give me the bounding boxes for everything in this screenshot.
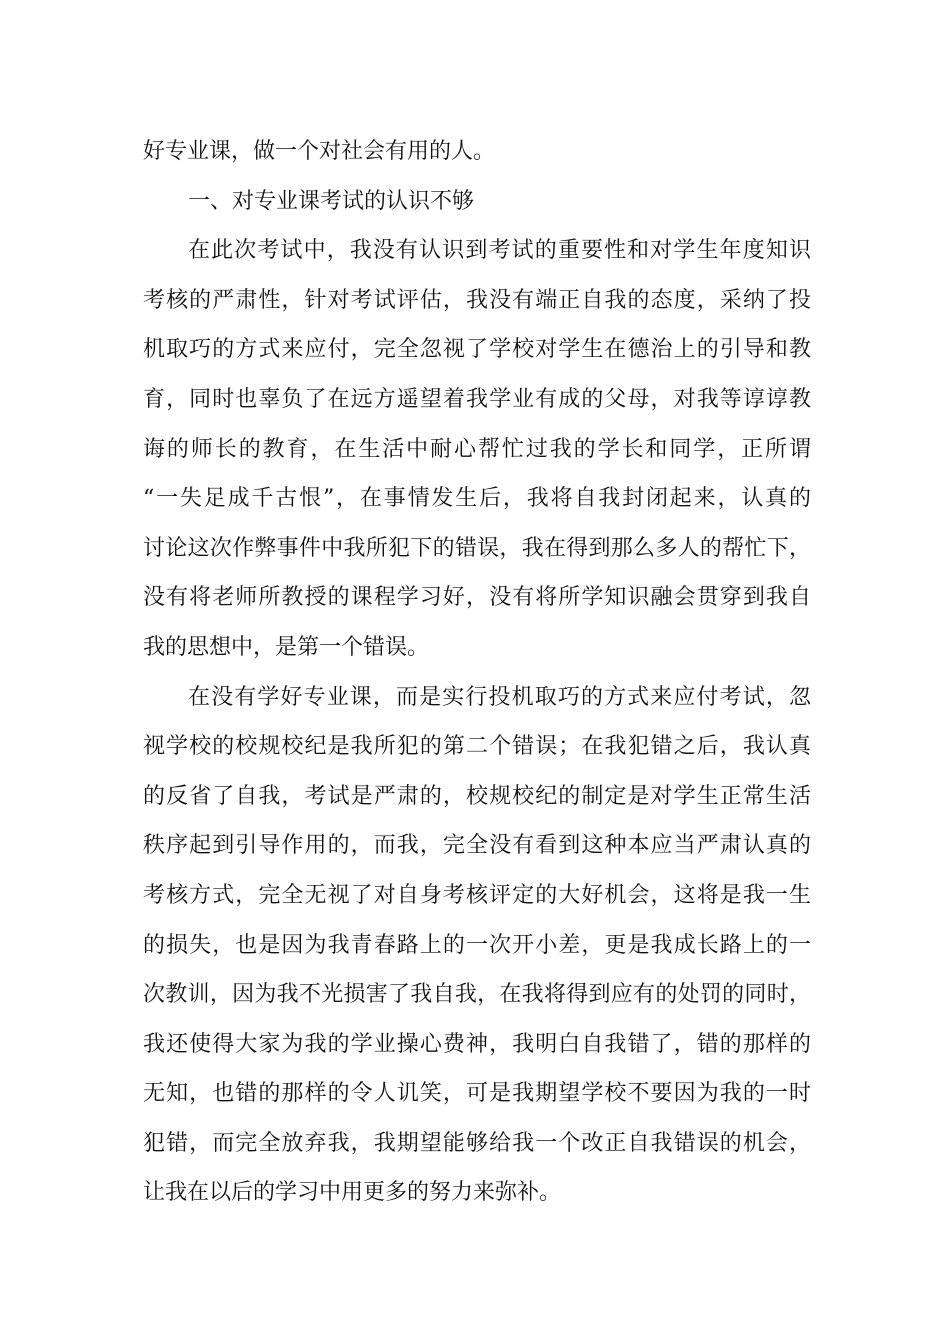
paragraph-line: 育，同时也辜负了在远方遥望着我学业有成的父母，对我等谆谆教 — [143, 386, 811, 412]
paragraph-line: 我的思想中，是第一个错误。 — [143, 634, 430, 660]
paragraph-line: 让我在以后的学习中用更多的努力来弥补。 — [143, 1180, 562, 1206]
paragraph-line: 的反省了自我，考试是严肃的，校规校纪的制定是对学生正常生活 — [143, 783, 811, 809]
paragraph-line: 在此次考试中，我没有认识到考试的重要性和对学生年度知识 — [188, 238, 811, 264]
paragraph-line: 考核的严肃性，针对考试评估，我没有端正自我的态度，采纳了投 — [143, 287, 811, 313]
section-heading: 一、对专业课考试的认识不够 — [188, 188, 475, 214]
paragraph-line: 没有将老师所教授的课程学习好，没有将所学知识融会贯穿到我自 — [143, 585, 811, 611]
paragraph-line: 讨论这次作弊事件中我所犯下的错误，我在得到那么多人的帮忙下， — [143, 535, 811, 561]
paragraph-line: 好专业课，做一个对社会有用的人。 — [143, 139, 496, 164]
paragraph-line: 考核方式，完全无视了对自身考核评定的大好机会，这将是我一生 — [143, 882, 811, 908]
paragraph-line: “一失足成千古恨”，在事情发生后，我将自我封闭起来，认真的 — [143, 486, 811, 512]
paragraph-line: 的损失，也是因为我青春路上的一次开小差，更是我成长路上的一 — [143, 932, 811, 958]
paragraph-line: 秩序起到引导作用的，而我，完全没有看到这种本应当严肃认真的 — [143, 833, 811, 859]
paragraph-line: 在没有学好专业课，而是实行投机取巧的方式来应付考试，忽 — [188, 684, 811, 710]
paragraph-line: 机取巧的方式来应付，完全忽视了学校对学生在德治上的引导和教 — [143, 337, 811, 363]
paragraph-line: 我还使得大家为我的学业操心费神，我明白自我错了，错的那样的 — [143, 1031, 811, 1057]
paragraph-line: 次教训，因为我不光损害了我自我，在我将得到应有的处罚的同时， — [143, 982, 811, 1008]
paragraph-line: 视学校的校规校纪是我所犯的第二个错误；在我犯错之后，我认真 — [143, 734, 811, 760]
document-body — [143, 127, 811, 1218]
paragraph-line: 诲的师长的教育，在生活中耐心帮忙过我的学长和同学，正所谓 — [143, 436, 811, 462]
paragraph-line: 犯错，而完全放弃我，我期望能够给我一个改正自我错误的机会， — [143, 1130, 811, 1156]
paragraph-line: 无知，也错的那样的令人讥笑，可是我期望学校不要因为我的一时 — [143, 1081, 811, 1107]
